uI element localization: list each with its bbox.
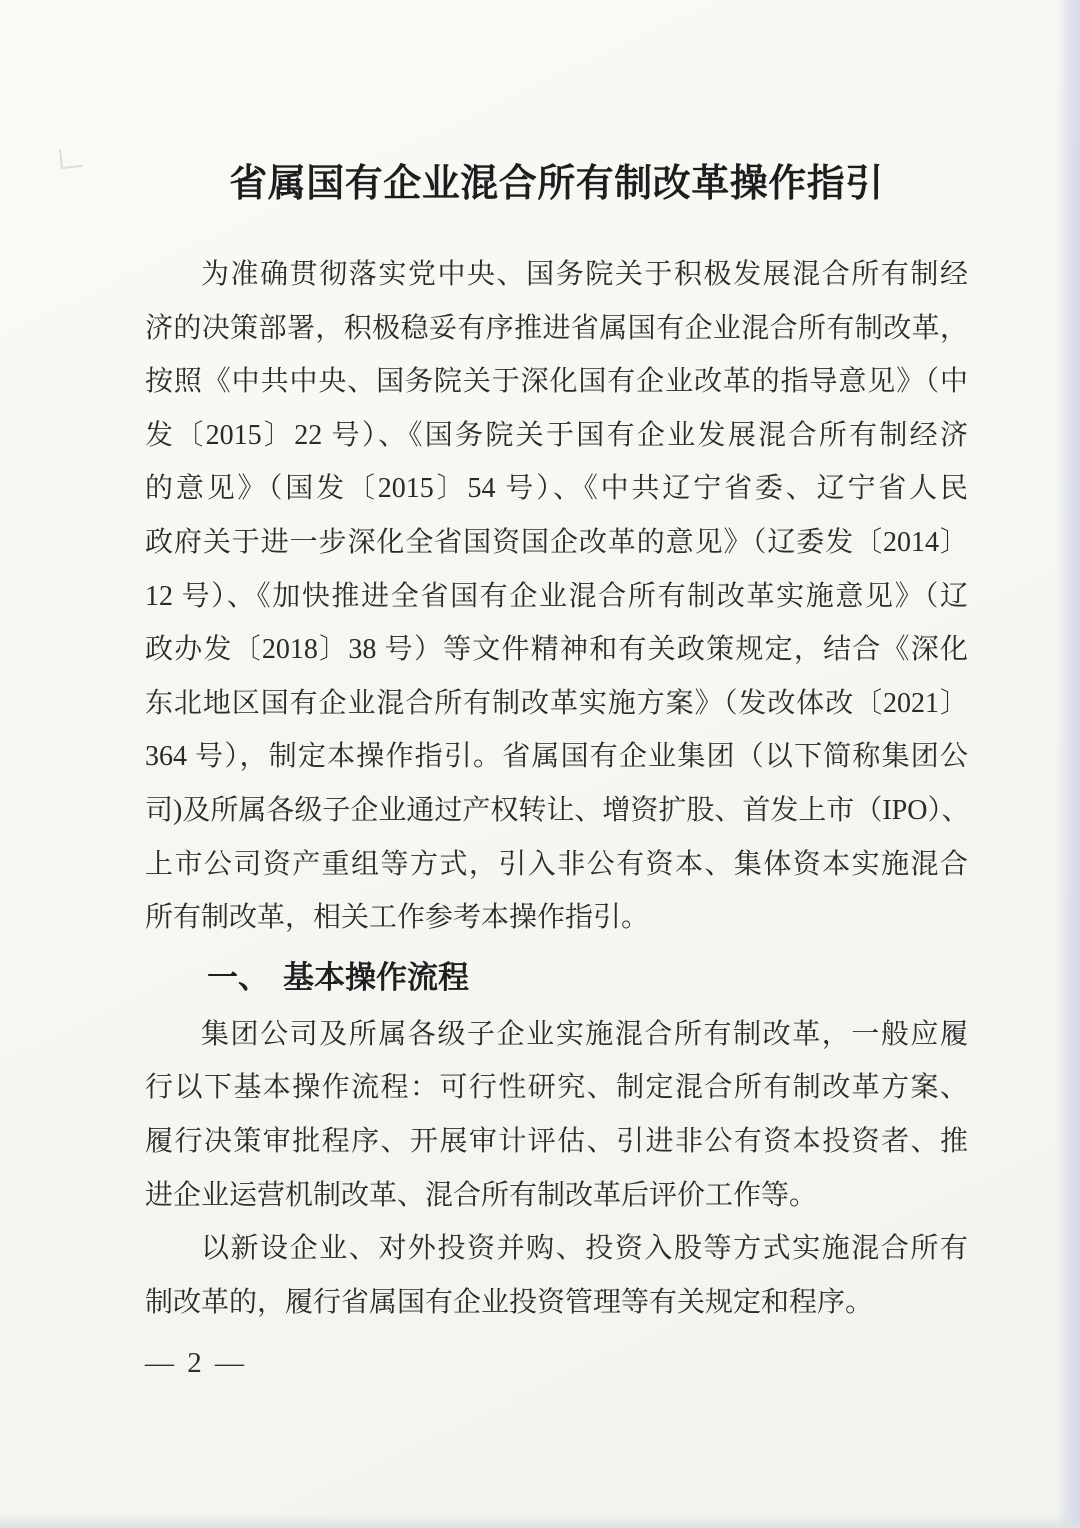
text-line: 按照《中共中央、国务院关于深化国有企业改革的指导意见》（中 bbox=[145, 366, 968, 398]
paragraph-other-methods bbox=[145, 1222, 968, 1329]
text-line: 东北地区国有企业混合所有制改革实施方案》（发改体改〔2021〕 bbox=[145, 687, 968, 719]
section-heading bbox=[145, 948, 968, 1008]
text-line: 政府关于进一步深化全省国资国企改革的意见》（辽委发〔2014〕 bbox=[145, 526, 968, 558]
scan-artifact-mark bbox=[59, 147, 83, 169]
text-line: 以新设企业、对外投资并购、投资入股等方式实施混合所有 bbox=[201, 1233, 968, 1265]
section-number: 一、 bbox=[207, 959, 269, 995]
text-line: 的意见》（国发〔2015〕54 号）、《中共辽宁省委、辽宁省人民 bbox=[145, 473, 968, 505]
text-line: 履行决策审批程序、开展审计评估、引进非公有资本投资者、推 bbox=[145, 1125, 968, 1157]
text-line: 进企业运营机制改革、混合所有制改革后评价工作等。 bbox=[145, 1179, 818, 1211]
text-line: 为准确贯彻落实党中央、国务院关于积极发展混合所有制经 bbox=[201, 259, 968, 290]
text-line: 政办发〔2018〕38 号）等文件精神和有关政策规定，结合《深化 bbox=[145, 634, 968, 666]
paragraph-process bbox=[145, 1008, 968, 1222]
section-label: 基本操作流程 bbox=[283, 959, 469, 995]
text-line: 12 号）、《加快推进全省国有企业混合所有制改革实施意见》（辽 bbox=[145, 580, 968, 612]
text-line: 行以下基本操作流程：可行性研究、制定混合所有制改革方案、 bbox=[145, 1072, 968, 1104]
text-line: 所有制改革，相关工作参考本操作指引。 bbox=[145, 902, 650, 934]
text-line: 364 号），制定本操作指引。省属国有企业集团（以下简称集团公 bbox=[145, 741, 968, 773]
text-line: 集团公司及所属各级子企业实施混合所有制改革，一般应履 bbox=[201, 1018, 968, 1050]
text-line: 制改革的，履行省属国有企业投资管理等有关规定和程序。 bbox=[145, 1286, 874, 1318]
scan-edge-shadow-right bbox=[1056, 0, 1080, 1528]
text-line: 济的决策部署，积极稳妥有序推进省属国有企业混合所有制改革， bbox=[145, 312, 968, 344]
paragraph-intro bbox=[145, 248, 968, 945]
document-content bbox=[145, 158, 968, 1379]
scan-edge-shadow-bottom bbox=[0, 1515, 1080, 1528]
text-line: 上市公司资产重组等方式，引入非公有资本、集体资本实施混合 bbox=[145, 848, 968, 880]
page-number: — 2 — bbox=[145, 1347, 247, 1380]
text-line: 司)及所属各级子企业通过产权转让、增资扩股、首发上市（IPO）、 bbox=[145, 794, 970, 826]
text-line: 发〔2015〕22 号）、《国务院关于国有企业发展混合所有制经济 bbox=[145, 419, 968, 451]
document-title: 省属国有企业混合所有制改革操作指引 bbox=[229, 163, 884, 205]
